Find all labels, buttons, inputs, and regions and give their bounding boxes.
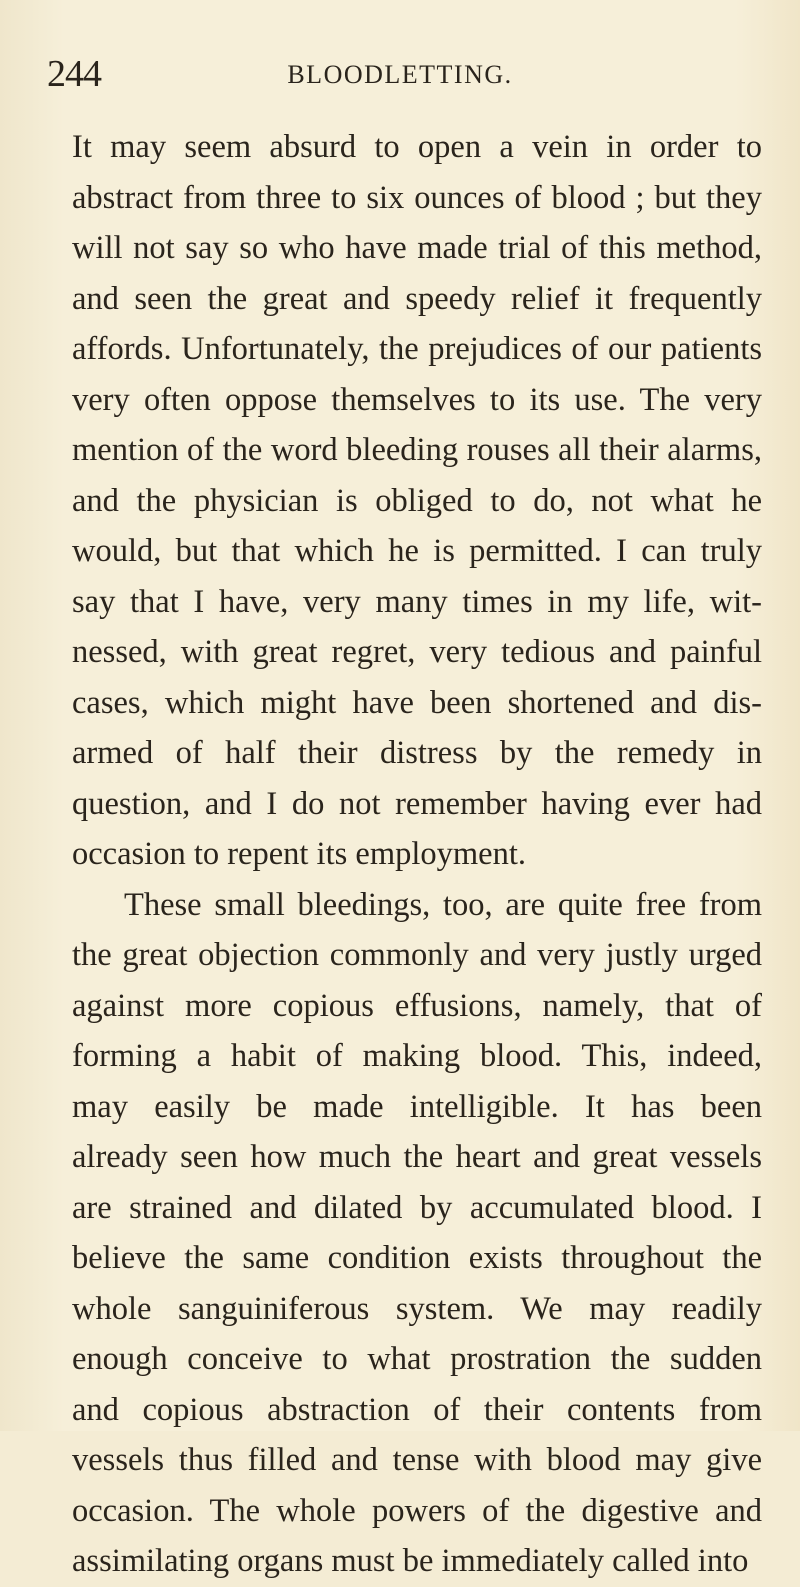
text-line: abstract from three to six ounces of blood ; but they bbox=[72, 179, 762, 216]
text-line: vessels thus filled and tense with blood may give bbox=[72, 1442, 762, 1478]
text-line: may easily be made intelligible. It has been bbox=[72, 1088, 762, 1125]
text-line: cases, which might have been shortened and dis- bbox=[72, 684, 762, 721]
running-head: BLOODLETTING. bbox=[287, 60, 513, 89]
text-line: assimilating organs must be immediately called into bbox=[72, 1543, 749, 1579]
text-line: and copious abstraction of their contents from bbox=[72, 1391, 762, 1428]
text-line: It may seem absurd to open a vein in order to bbox=[72, 129, 762, 165]
text-line: already seen how much the heart and great vessels bbox=[72, 1139, 762, 1175]
body-text bbox=[72, 122, 762, 1587]
text-line: whole sanguiniferous system. We may readily bbox=[72, 1290, 762, 1327]
text-line: and the physician is obliged to do, not what he bbox=[72, 482, 762, 519]
text-line: say that I have, very many times in my life, wit- bbox=[72, 583, 762, 620]
text-line: are strained and dilated by accumulated blood. I bbox=[72, 1189, 762, 1226]
text-line: the great objection commonly and very justly urged bbox=[72, 937, 762, 973]
text-line: and seen the great and speedy relief it frequently bbox=[72, 280, 762, 317]
text-line: would, but that which he is permitted. I can truly bbox=[72, 533, 762, 569]
text-line: believe the same condition exists throughout the bbox=[72, 1240, 762, 1276]
text-line: enough conceive to what prostration the sudden bbox=[72, 1341, 762, 1377]
text-line: very often oppose themselves to its use. The very bbox=[72, 381, 762, 418]
text-line: affords. Unfortunately, the prejudices of our patients bbox=[72, 331, 762, 367]
text-line: occasion. The whole powers of the digestive and bbox=[72, 1492, 762, 1529]
text-line: forming a habit of making blood. This, indeed, bbox=[72, 1038, 762, 1074]
text-line: These small bleedings, too, are quite free from bbox=[124, 886, 762, 923]
text-line: occasion to repent its employment. bbox=[72, 836, 526, 872]
text-line: armed of half their distress by the remedy in bbox=[72, 735, 762, 771]
text-line: will not say so who have made trial of this method, bbox=[72, 230, 762, 266]
text-line: nessed, with great regret, very tedious and painful bbox=[72, 634, 762, 670]
page-header bbox=[0, 52, 800, 112]
text-line: against more copious effusions, namely, that of bbox=[72, 987, 762, 1024]
text-line: question, and I do not remember having ever had bbox=[72, 785, 762, 822]
text-line: mention of the word bleeding rouses all their alarms, bbox=[72, 432, 762, 468]
page-number: 244 bbox=[47, 53, 101, 95]
